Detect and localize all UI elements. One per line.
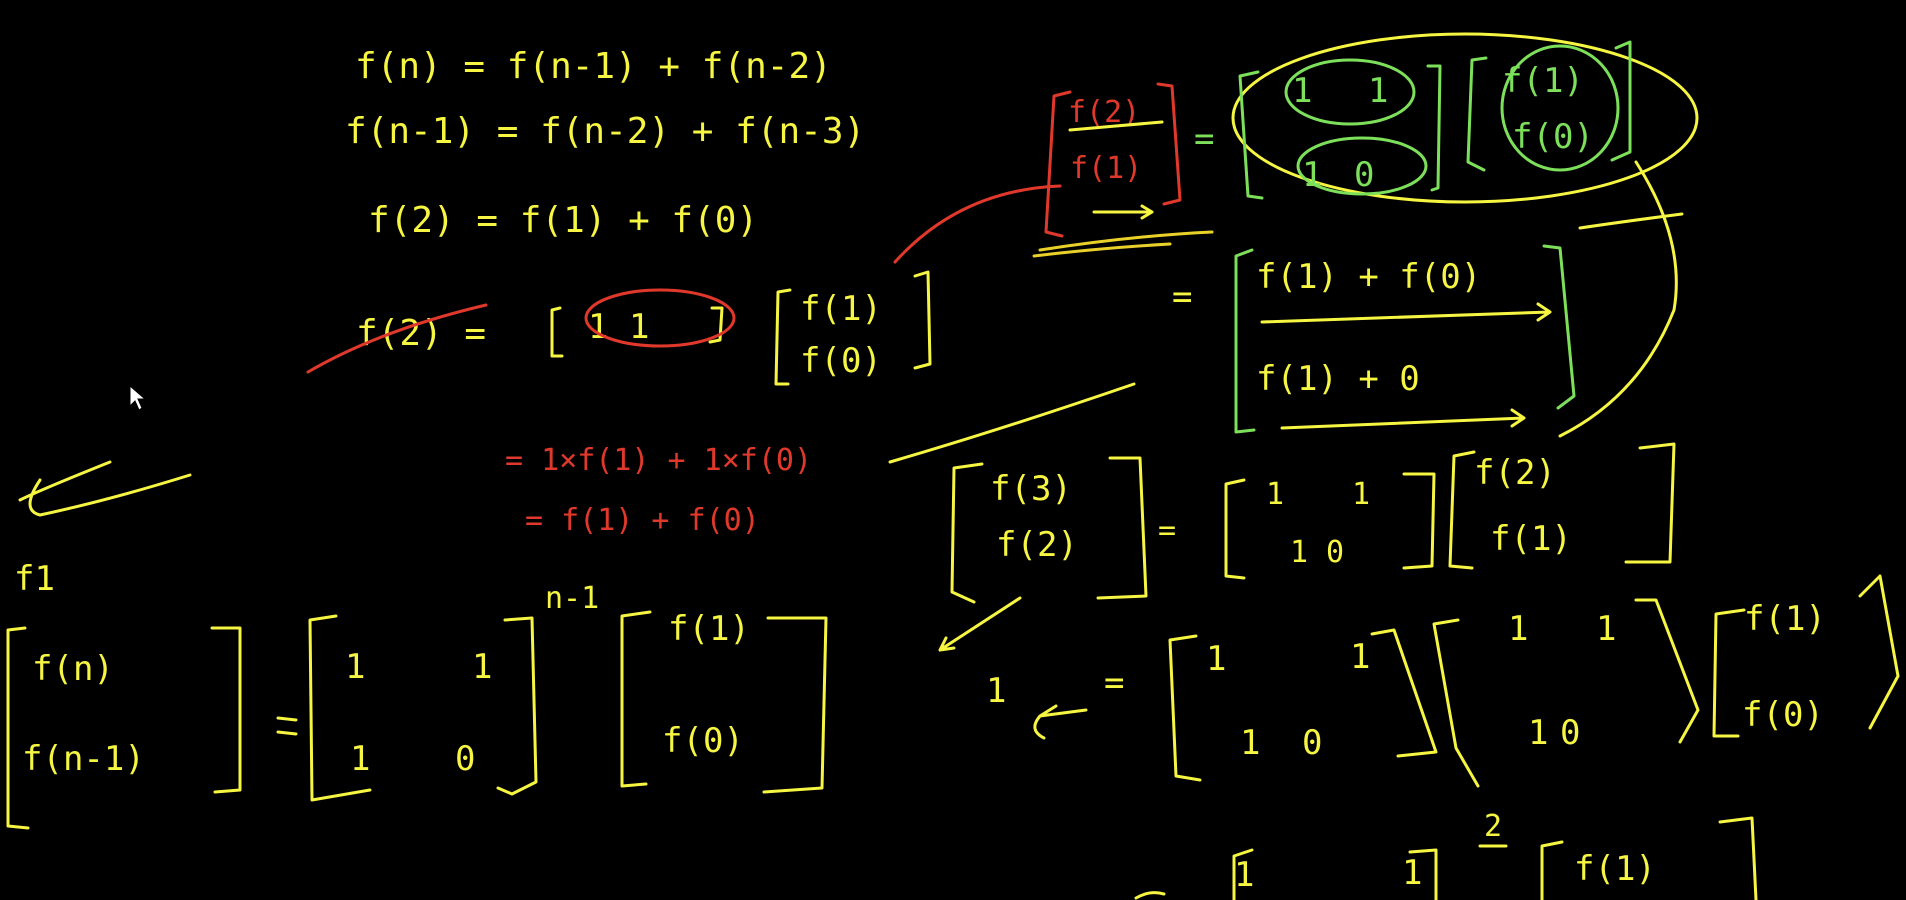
- mr-matrix-bl: 1: [1290, 535, 1309, 570]
- red-working-line-1: = 1×f(1) + 1×f(0): [505, 443, 813, 478]
- green-col-left-bracket: [1468, 58, 1486, 170]
- green-matrix-right-bracket: [1428, 66, 1440, 190]
- mr-lhs-bottom: f(2): [996, 525, 1078, 565]
- matrix-power: n-1: [545, 581, 600, 616]
- label-f1: f1: [14, 559, 55, 599]
- green-col-right-bracket: [1612, 42, 1630, 160]
- equals-sign-lower: =: [1104, 663, 1125, 703]
- mr-matrix-right-bracket: [1404, 474, 1434, 568]
- mr-matrix-tl: 1: [1266, 477, 1285, 512]
- lr-b-tr: 1: [1596, 609, 1617, 649]
- lr-a-left-bracket: [1170, 636, 1200, 780]
- mr-matrix-tr: 1: [1352, 477, 1371, 512]
- yellow-short-arrow: [1094, 206, 1152, 218]
- lr-a-bl: 1: [1240, 723, 1261, 763]
- mr-lhs-top: f(3): [990, 469, 1072, 509]
- rhs-bottom: f(0): [662, 721, 744, 761]
- tr-matrix-tr: 1: [1368, 71, 1389, 111]
- lr-rhs-top: f(1): [1744, 599, 1826, 639]
- lr-rhs-right-bracket: [1860, 576, 1898, 728]
- lr-b-bl: 1: [1528, 713, 1549, 753]
- lhs-left-bracket: [8, 628, 28, 828]
- col-vector-bottom: f(0): [800, 341, 882, 381]
- lhs-bottom: f(n-1): [22, 739, 145, 779]
- br-matrix-tr: 1: [1402, 853, 1423, 893]
- yellow-arrow-top: [1262, 304, 1550, 322]
- digit-one-alone: 1: [986, 671, 1007, 711]
- tr-matrix-br: 0: [1354, 155, 1375, 195]
- result-bottom: f(1) + 0: [1256, 359, 1420, 399]
- lr-a-br: 0: [1302, 723, 1323, 763]
- rhs-right-bracket: [764, 618, 826, 792]
- green-matrix-left-bracket: [1240, 72, 1262, 198]
- mr-lhs-right-bracket: [1098, 458, 1146, 598]
- lr-a-tr: 1: [1350, 637, 1371, 677]
- result-left-bracket: [1236, 250, 1254, 432]
- br-matrix-tl: 1: [1234, 855, 1255, 895]
- yellow-scribble: [20, 462, 190, 515]
- tr-col-bottom: f(0): [1512, 117, 1594, 157]
- row-vector-values: 1 1: [588, 307, 650, 347]
- lr-a-tl: 1: [1206, 639, 1227, 679]
- mr-lhs-left-bracket: [952, 464, 982, 602]
- lr-rhs-bottom: f(0): [1742, 695, 1824, 735]
- equation-line-1: f(n) = f(n-1) + f(n-2): [355, 46, 832, 87]
- red-working-line-2: = f(1) + f(0): [525, 503, 760, 538]
- equation-line-2: f(n-1) = f(n-2) + f(n-3): [345, 111, 866, 152]
- yellow-arrow-down-left: [940, 598, 1020, 650]
- br-rhs-right-bracket: [1720, 818, 1756, 900]
- matrix-br: 0: [455, 739, 476, 779]
- matrix-tl: 1: [345, 647, 366, 687]
- mouse-pointer-icon: [130, 386, 145, 410]
- tr-matrix-tl: 1: [1292, 71, 1313, 111]
- red-connector: [895, 186, 1060, 262]
- mr-rhs-right-bracket: [1626, 444, 1674, 562]
- yellow-left-arrow: [1035, 706, 1086, 738]
- br-rhs-top: f(1): [1574, 849, 1656, 889]
- red-lhs-left-bracket: [1046, 92, 1070, 236]
- br-dash: [1136, 893, 1164, 898]
- lhs-right-bracket: [212, 628, 240, 792]
- rhs-left-bracket: [622, 612, 650, 786]
- col-vector-top: f(1): [800, 289, 882, 329]
- result-right-bracket: [1544, 246, 1574, 408]
- yellow-arrow-bottom: [1282, 410, 1524, 428]
- br-power: 2: [1484, 809, 1503, 844]
- lr-b-tl: 1: [1508, 609, 1529, 649]
- tr-matrix-bl: 1: [1302, 155, 1323, 195]
- equals-sign-result: =: [1172, 277, 1193, 317]
- lr-rhs-left-bracket: [1714, 610, 1744, 736]
- yellow-curve-right: [1560, 162, 1676, 436]
- red-lhs-top: f(2): [1068, 95, 1141, 130]
- tr-col-top: f(1): [1502, 61, 1584, 101]
- mr-rhs-left-bracket: [1450, 452, 1474, 568]
- col-vector-right-bracket: [915, 272, 930, 368]
- col-vector-left-bracket: [776, 290, 790, 384]
- lr-a-right-bracket: [1372, 630, 1436, 756]
- equation-line-3: f(2) = f(1) + f(0): [368, 200, 759, 241]
- lr-b-br: 0: [1560, 713, 1581, 753]
- matrix-right-bracket: [498, 618, 536, 794]
- red-lhs-bottom: f(1): [1070, 151, 1143, 186]
- mr-matrix-left-bracket: [1226, 480, 1244, 578]
- matrix-bl: 1: [350, 739, 371, 779]
- mr-rhs-bottom: f(1): [1490, 519, 1572, 559]
- red-lhs-right-bracket: [1158, 84, 1180, 204]
- yellow-connector-long: [890, 384, 1134, 462]
- lr-b-left-bracket: [1434, 620, 1478, 786]
- br-rhs-left-bracket: [1542, 842, 1562, 900]
- lhs-top: f(n): [32, 649, 114, 689]
- equation-line-4-lhs: f(2) =: [356, 313, 487, 354]
- mr-matrix-br: 0: [1326, 535, 1345, 570]
- equals-sign-left: [278, 718, 296, 734]
- equals-sign-top: =: [1194, 119, 1215, 159]
- row-vector-left-bracket: [552, 308, 562, 356]
- mr-rhs-top: f(2): [1474, 453, 1556, 493]
- rhs-top: f(1): [668, 609, 750, 649]
- lr-b-right-bracket: [1636, 600, 1698, 742]
- equals-sign-mid: =: [1158, 513, 1177, 548]
- matrix-tr: 1: [472, 647, 493, 687]
- result-top: f(1) + f(0): [1256, 257, 1482, 297]
